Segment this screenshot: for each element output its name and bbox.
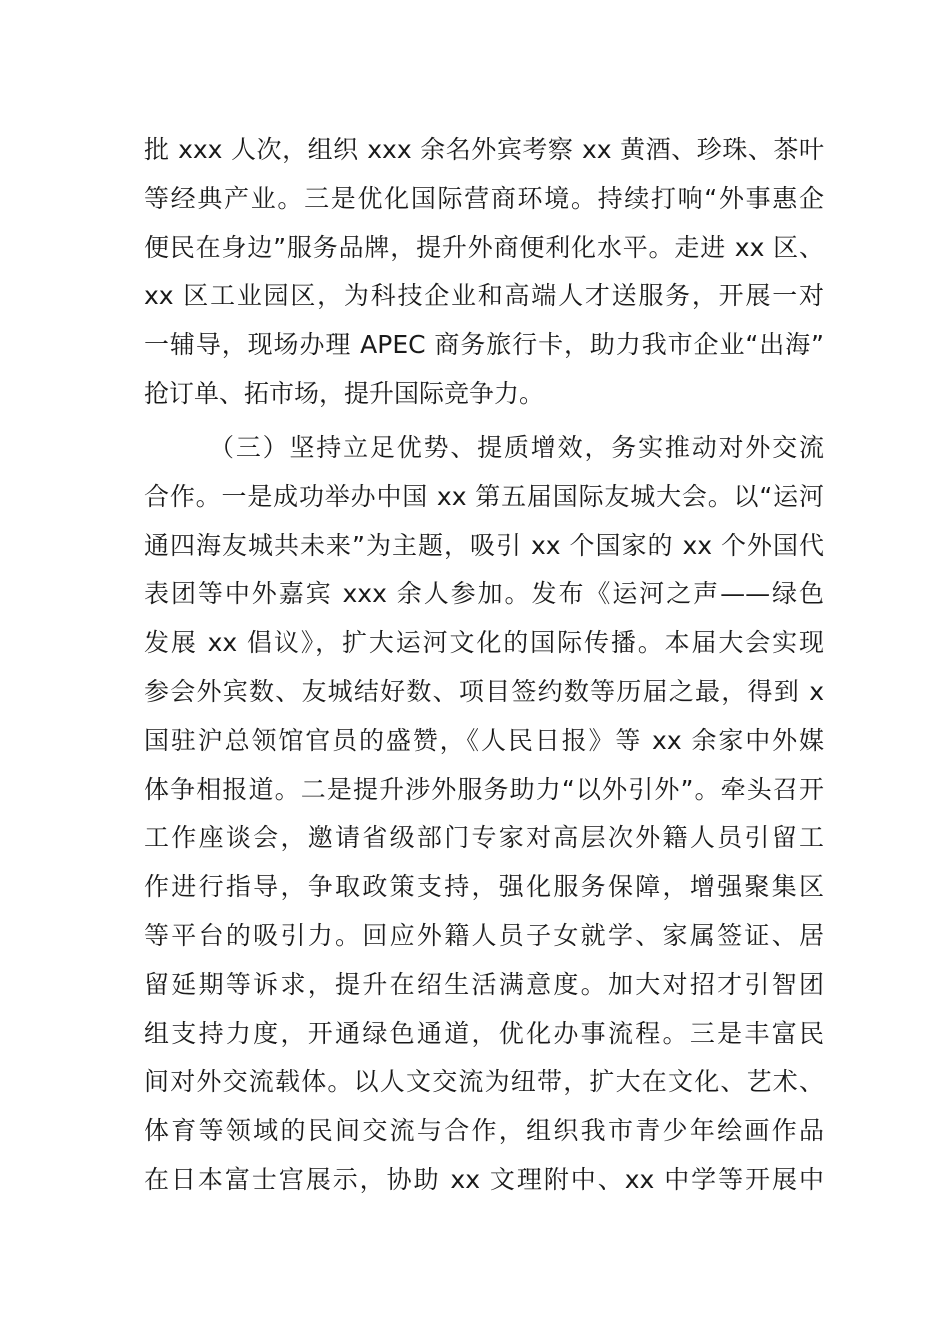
paragraph-line: 间对外交流载体。以人文交流为纽带，扩大在文化、艺术、 (144, 1067, 824, 1097)
paragraph-line: 合作。一是成功举办中国 xx 第五届国际友城大会。以“运河 (144, 481, 824, 511)
paragraph-line: xx 区工业园区，为科技企业和高端人才送服务，开展一对 (144, 281, 824, 311)
paragraph-line: 工作座谈会，邀请省级部门专家对高层次外籍人员引留工 (144, 823, 824, 853)
paragraph-line: 体育等领域的民间交流与合作，组织我市青少年绘画作品 (144, 1116, 824, 1146)
paragraph-2 (144, 424, 824, 1205)
paragraph-line: 发展 xx 倡议》，扩大运河文化的国际传播。本届大会实现 (144, 628, 824, 658)
paragraph-line: 抢订单、拓市场，提升国际竞争力。 (144, 378, 545, 408)
paragraph-1 (144, 126, 824, 419)
paragraph-line: 作进行指导，争取政策支持，强化服务保障，增强聚集区 (144, 872, 824, 902)
paragraph-line: 等经典产业。三是优化国际营商环境。持续打响“外事惠企 (144, 183, 824, 213)
paragraph-line: 参会外宾数、友城结好数、项目签约数等历届之最，得到 x (144, 676, 824, 706)
paragraph-line: 批 xxx 人次，组织 xxx 余名外宾考察 xx 黄酒、珍珠、茶叶 (144, 135, 824, 164)
paragraph-line: 国驻沪总领馆官员的盛赞，《人民日报》等 xx 余家中外媒 (144, 725, 824, 755)
paragraph-line: 表团等中外嘉宾 xxx 余人参加。发布《运河之声——绿色 (144, 579, 824, 609)
paragraph-line: 留延期等诉求，提升在绍生活满意度。加大对招才引智团 (144, 969, 824, 999)
paragraph-line: 体争相报道。二是提升涉外服务助力“以外引外”。牵头召开 (144, 774, 824, 804)
paragraph-line: 通四海友城共未来”为主题，吸引 xx 个国家的 xx 个外国代 (144, 530, 824, 560)
section-heading-line: （三）坚持立足优势、提质增效，务实推动对外交流 (209, 433, 824, 462)
paragraph-line: 组支持力度，开通绿色通道，优化办事流程。三是丰富民 (144, 1018, 824, 1048)
paragraph-line: 便民在身边”服务品牌，提升外商便利化水平。走进 xx 区、 (144, 232, 824, 262)
paragraph-line: 等平台的吸引力。回应外籍人员子女就学、家属签证、居 (144, 920, 824, 950)
paragraph-line: 一辅导，现场办理 APEC 商务旅行卡，助力我市企业“出海” (144, 330, 824, 360)
paragraph-line: 在日本富士宫展示，协助 xx 文理附中、xx 中学等开展中 (144, 1164, 824, 1194)
